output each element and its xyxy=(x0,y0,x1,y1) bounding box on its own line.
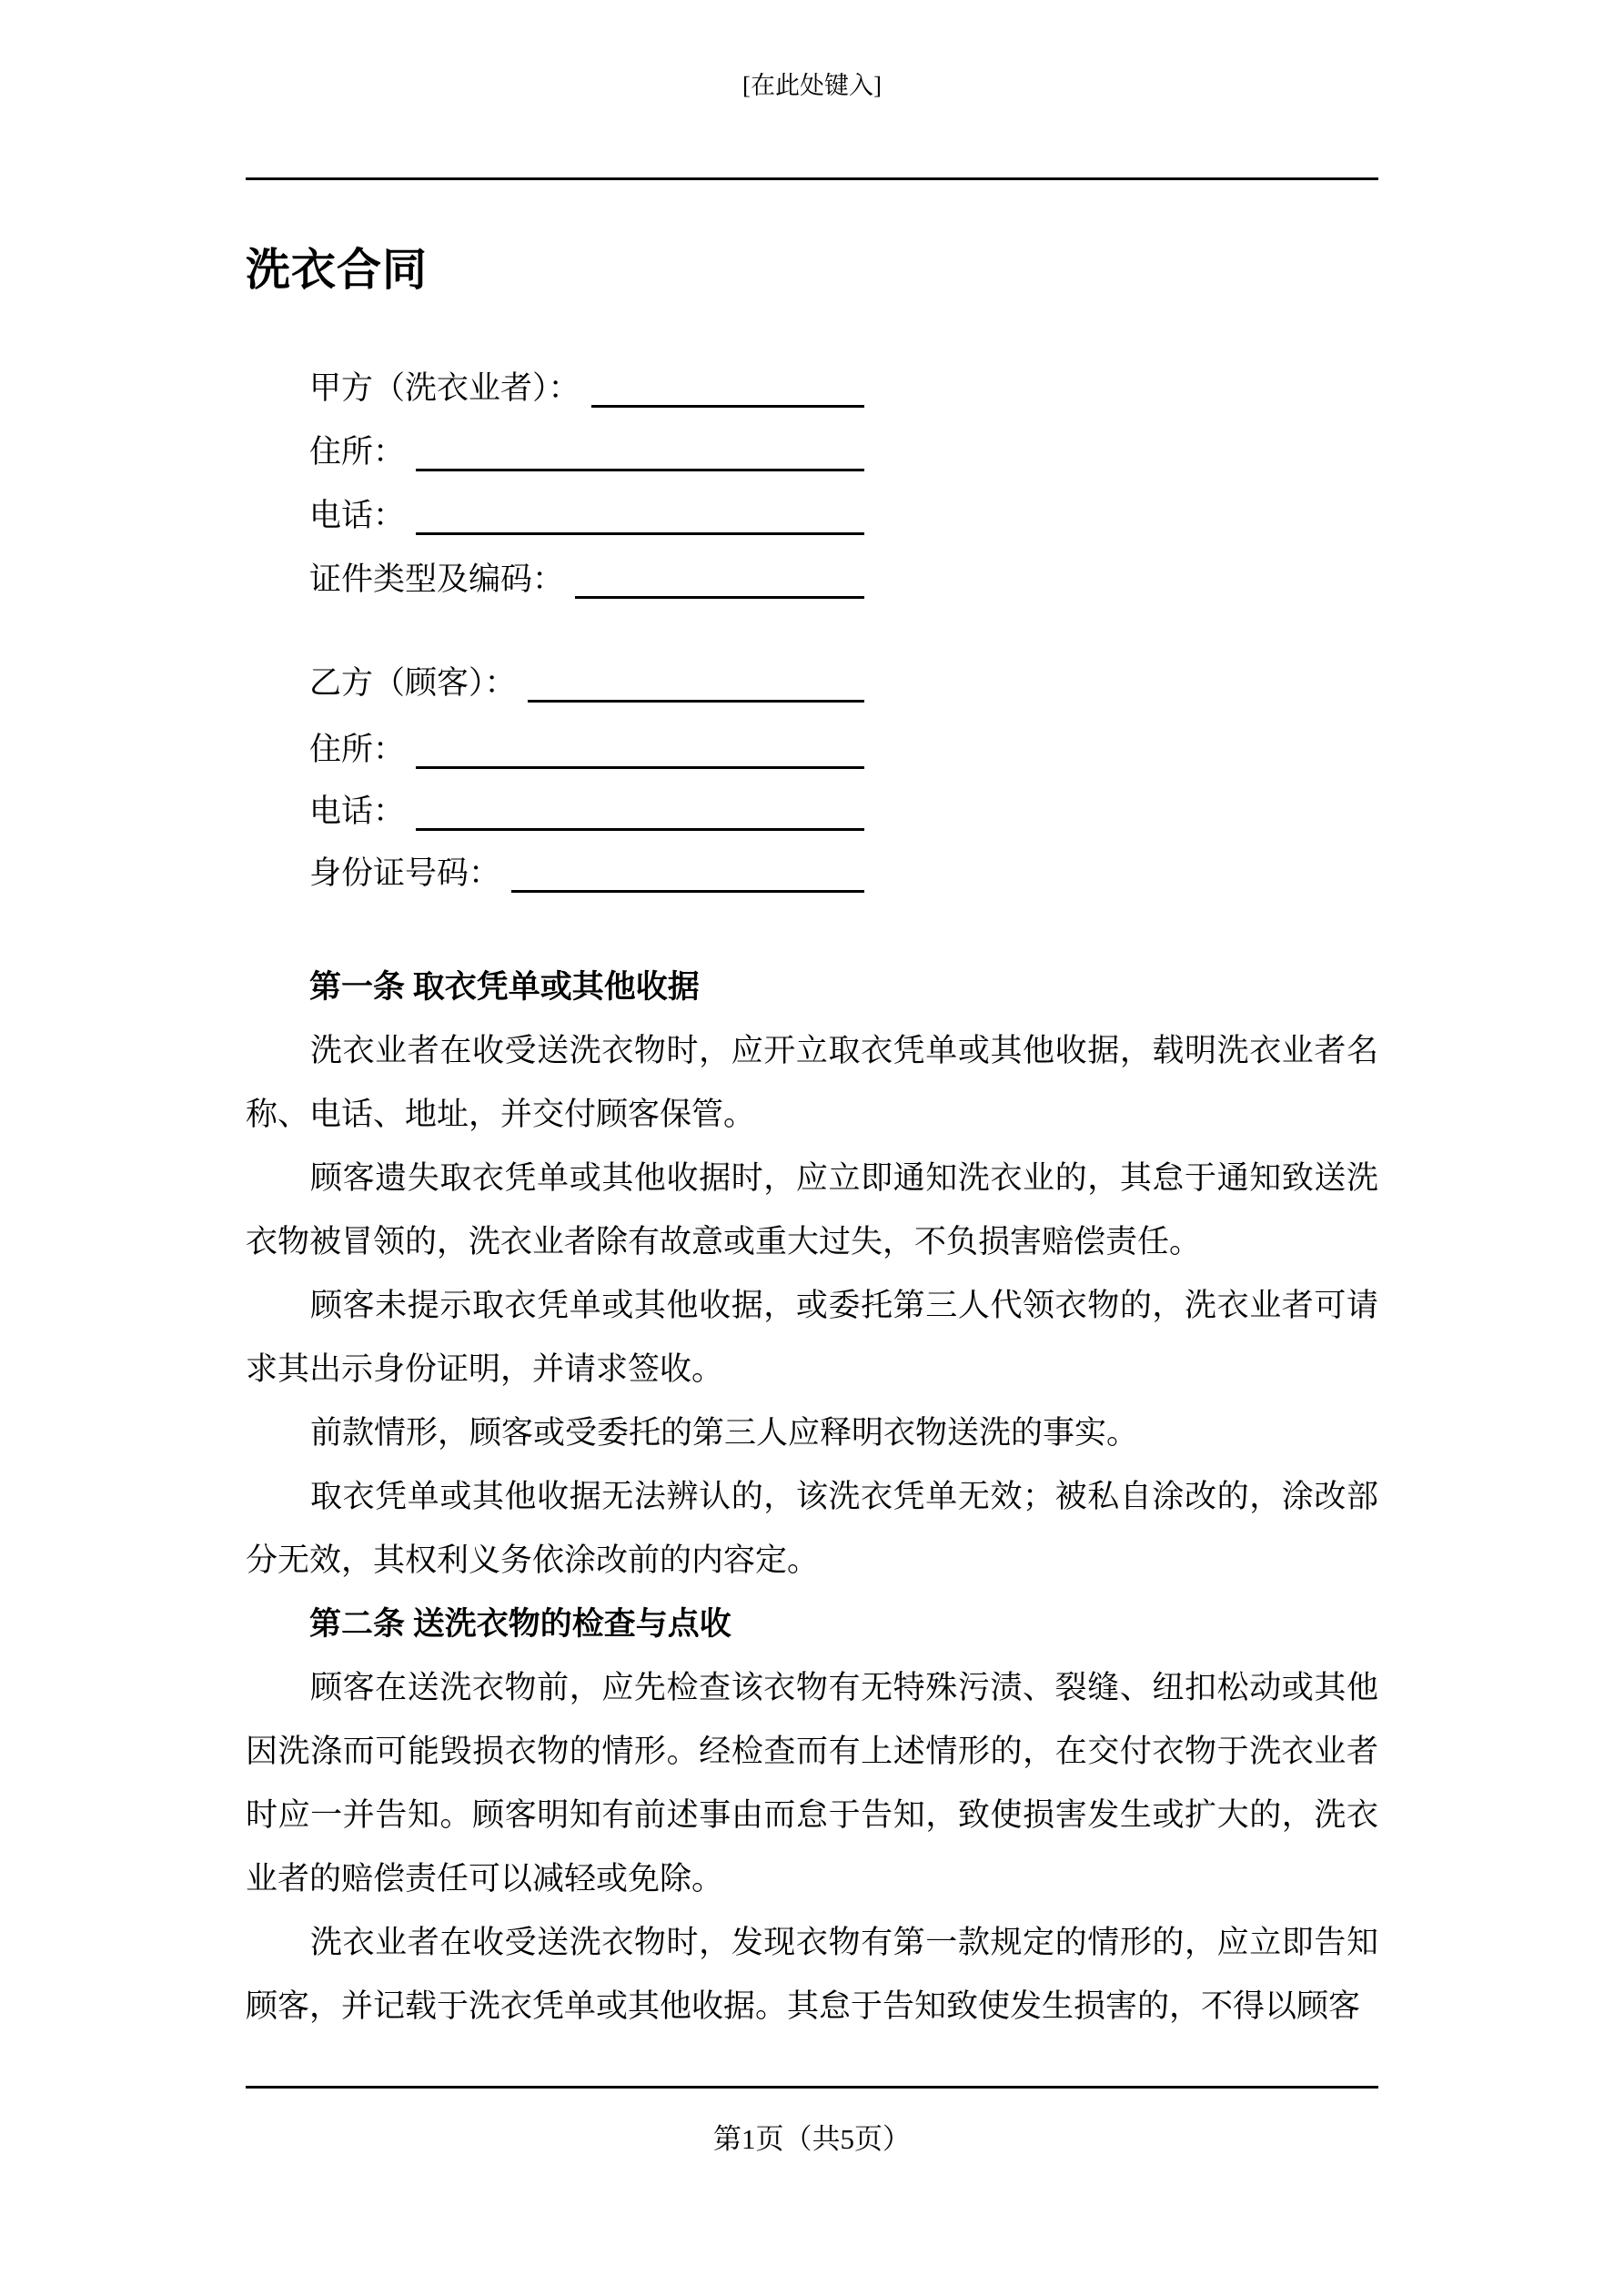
header-rule xyxy=(246,177,1378,180)
header-placeholder[interactable] xyxy=(246,71,1378,100)
field-row-party-b-name xyxy=(309,663,864,703)
party-a-phone-label: 电话： xyxy=(309,498,406,533)
party-a-name-label: 甲方（洗衣业者）： xyxy=(309,370,580,406)
party-b-phone-label: 电话： xyxy=(309,794,406,829)
party-b-address-blank-line[interactable] xyxy=(416,766,864,769)
footer-rule xyxy=(246,2086,1378,2089)
party-b-idnumber-label: 身份证号码： xyxy=(309,855,501,891)
party-a-address-blank-line[interactable] xyxy=(416,469,864,471)
article-1-paragraph: 洗衣业者在收受送洗衣物时，应开立取衣凭单或其他收据，载明洗衣业者名称、电话、地址，并交付顾客保管。 xyxy=(246,1033,1378,1132)
field-row-party-a-address xyxy=(309,431,864,471)
article-2-paragraph: 顾客在送洗衣物前，应先检查该衣物有无特殊污渍、裂缝、纽扣松动或其他因洗涤而可能毁损衣物的情形。经检查而有上述情形的，在交付衣物于洗衣业者时应一并告知。顾客明知有前述事由而怠于告知，致使损害发生或扩大的，洗衣业者的赔偿责任可以减轻或免除。 xyxy=(246,1670,1378,1896)
field-row-party-b-phone xyxy=(309,791,864,831)
page-number-text: 第1页（共5页） xyxy=(713,2123,911,2155)
field-row-party-b-idnumber xyxy=(309,853,864,893)
field-row-party-a-id xyxy=(309,559,864,599)
party-b-name-label: 乙方（顾客）： xyxy=(309,665,517,701)
article-1-paragraph: 顾客未提示取衣凭单或其他收据，或委托第三人代领衣物的，洗衣业者可请求其出示身份证明，并请求签收。 xyxy=(246,1288,1378,1387)
article-2-paragraph: 洗衣业者在收受送洗衣物时，发现衣物有第一款规定的情形的，应立即告知顾客，并记载于洗衣凭单或其他收据。其怠于告知致使发生损害的，不得以顾客 xyxy=(246,1925,1378,2024)
contract-clauses xyxy=(246,956,1378,2038)
party-a-phone-blank-line[interactable] xyxy=(416,532,864,535)
party-a-address-label: 住所： xyxy=(309,434,406,470)
article-1-heading: 第一条 取衣凭单或其他收据 xyxy=(309,969,700,1005)
party-b-idnumber-blank-line[interactable] xyxy=(511,890,864,893)
party-a-id-label: 证件类型及编码： xyxy=(309,561,565,597)
article-1-paragraph: 顾客遗失取衣凭单或其他收据时，应立即通知洗衣业的，其怠于通知致送洗衣物被冒领的，洗衣业者除有故意或重大过失，不负损害赔偿责任。 xyxy=(246,1160,1378,1259)
field-row-party-a-name xyxy=(309,368,864,408)
page-title: 洗衣合同 xyxy=(246,245,429,295)
party-b-address-label: 住所： xyxy=(309,732,406,767)
page-number xyxy=(246,2122,1378,2156)
field-row-party-b-address xyxy=(309,729,864,769)
party-a-id-blank-line[interactable] xyxy=(575,596,864,599)
article-2-heading: 第二条 送洗衣物的检查与点收 xyxy=(309,1606,731,1642)
party-a-name-blank-line[interactable] xyxy=(591,405,864,408)
article-1-paragraph: 前款情形，顾客或受委托的第三人应释明衣物送洗的事实。 xyxy=(310,1415,1139,1451)
party-b-phone-blank-line[interactable] xyxy=(416,828,864,831)
article-1-paragraph: 取衣凭单或其他收据无法辨认的，该洗衣凭单无效；被私自涂改的，涂改部分无效，其权利义务依涂改前的内容定。 xyxy=(246,1479,1378,1578)
party-b-name-blank-line[interactable] xyxy=(528,700,864,703)
header-placeholder-text: [在此处键入] xyxy=(742,72,882,99)
field-row-party-a-phone xyxy=(309,495,864,535)
